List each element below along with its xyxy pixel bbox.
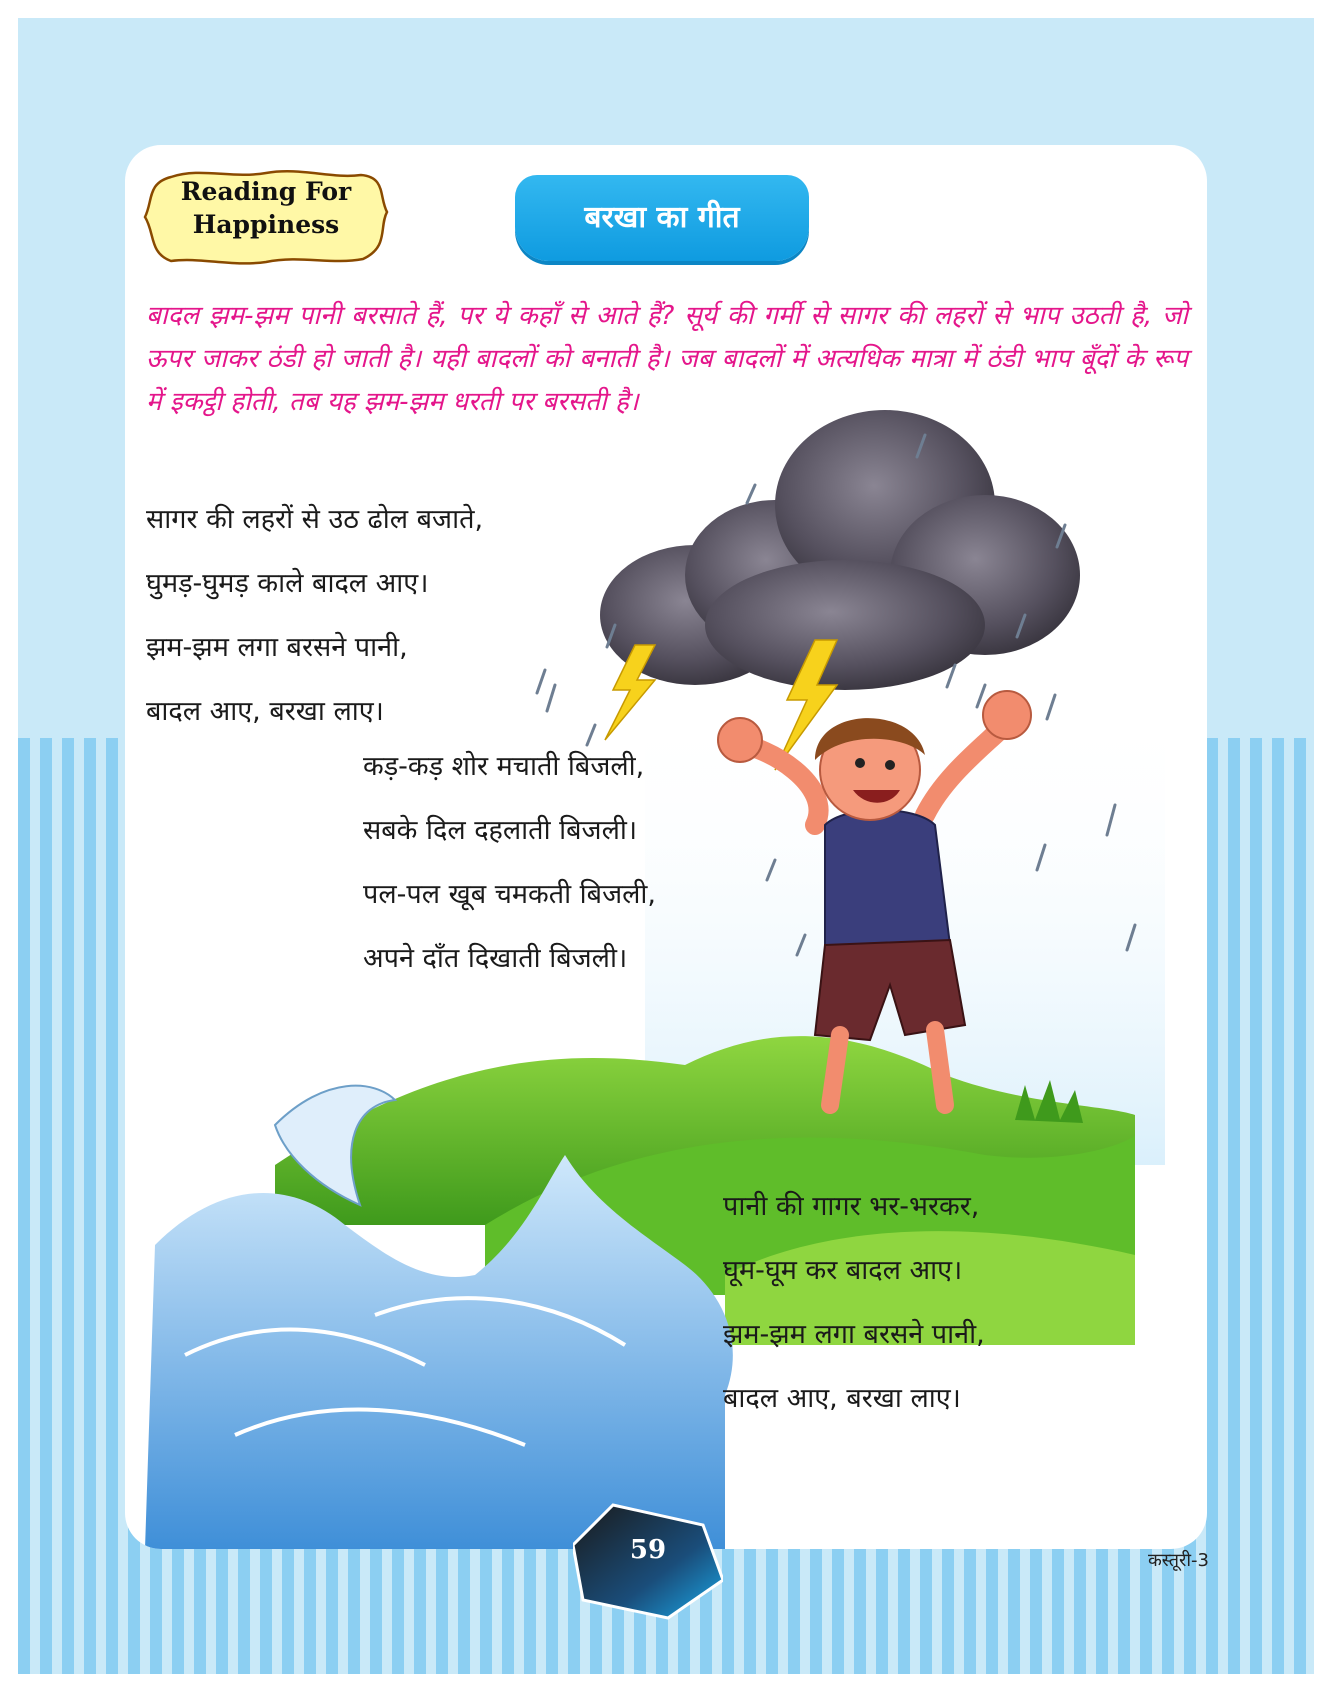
poem-line: बादल आए, बरखा लाए। <box>723 1383 961 1414</box>
stanza-1 <box>146 488 483 744</box>
poem-line: झम-झम लगा बरसने पानी, <box>723 1319 985 1350</box>
poem-line: पल-पल खूब चमकती बिजली, <box>363 879 657 910</box>
stanza-2 <box>363 735 656 991</box>
poem-line: सागर की लहरों से उठ ढोल बजाते, <box>146 504 484 535</box>
badge-line-1: Reading For <box>180 177 352 206</box>
poem-line: बादल आए, बरखा लाए। <box>146 696 384 727</box>
page-number: 59 <box>629 1535 667 1565</box>
badge-line-2: Happiness <box>192 210 340 239</box>
book-label: कस्तूरी-3 <box>1147 1550 1209 1571</box>
stanza-3 <box>723 1175 985 1431</box>
poem-line: झम-झम लगा बरसने पानी, <box>146 632 408 663</box>
poem-line: अपने दाँत दिखाती बिजली। <box>363 943 628 974</box>
page-frame <box>18 18 1314 1674</box>
intro-paragraph: बादल झम-झम पानी बरसाते हैं, पर ये कहाँ से आते हैं? सूर्य की गर्मी से सागर की लहरों से भाप उठती है, जो ऊपर जाकर ठंडी हो जाती है। यही बादलों को बनाती है। जब बादलों में अत्यधिक मात्रा में ठंडी भाप बूँदों के रूप में इकट्ठी होती, तब यह झम-झम धरती पर बरसती है। <box>146 301 1188 417</box>
poem-line: घुमड़-घुमड़ काले बादल आए। <box>146 568 429 599</box>
poem-line: घूम-घूम कर बादल आए। <box>723 1255 963 1286</box>
right-hand <box>983 691 1031 739</box>
poem-line: सबके दिल दहलाती बिजली। <box>363 815 638 846</box>
content-card <box>125 145 1207 1549</box>
poem-title: बरखा का गीत <box>515 175 809 261</box>
storm-cloud <box>600 410 1080 690</box>
poem-line: पानी की गागर भर-भरकर, <box>723 1191 980 1222</box>
left-hand <box>718 718 762 762</box>
badge-text <box>141 175 391 241</box>
poem-line: कड़-कड़ शोर मचाती बिजली, <box>363 751 645 782</box>
